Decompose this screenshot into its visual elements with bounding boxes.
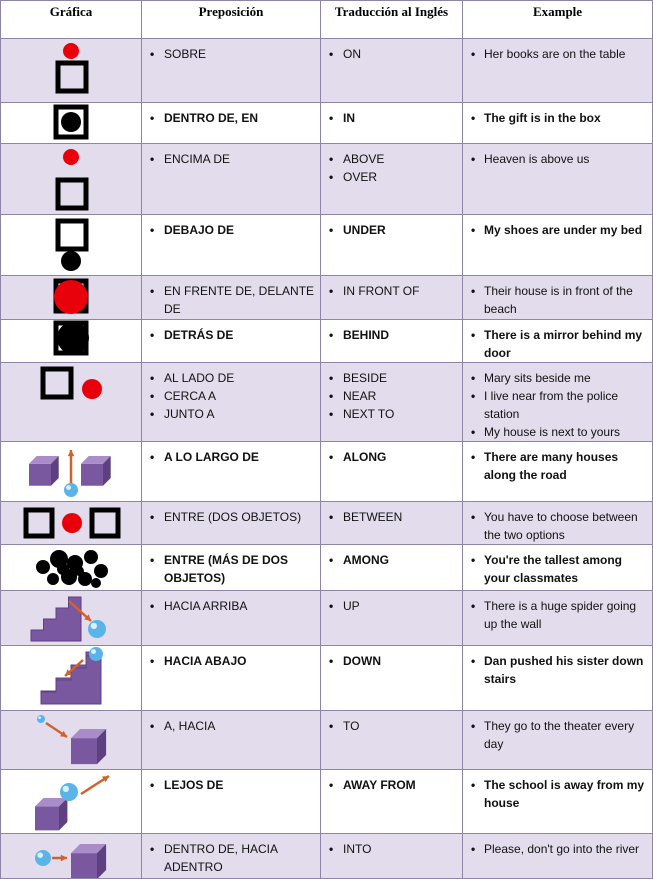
preposition-cell [142,834,321,879]
translation-list [321,770,462,794]
example-list [463,320,652,362]
translation-cell [321,276,463,320]
translation-item: • ON [329,45,458,63]
translation-list [321,442,462,466]
example-list [463,215,652,239]
example-item: • They go to the theater every day [471,717,648,753]
graphic-cell [1,215,142,276]
preposition-cell [142,39,321,103]
table-row [1,834,653,879]
table-row [1,591,653,646]
graphic-cell [1,646,142,711]
example-list [463,144,652,168]
preposition-list [142,103,320,127]
example-list [463,770,652,812]
translation-item: • IN [329,109,458,127]
example-item: • The school is away from my house [471,776,648,812]
example-item: • Mary sits beside me [471,369,648,387]
preposition-cell [142,770,321,834]
preposition-cell [142,320,321,363]
preposition-item: • SOBRE [150,45,316,63]
example-item: • I live near from the police station [471,387,648,423]
example-cell [463,363,653,442]
entre-icon [1,502,142,544]
preposition-cell [142,591,321,646]
preposition-item: • DETRÁS DE [150,326,316,344]
table-row [1,711,653,770]
preposition-item: • ENCIMA DE [150,150,316,168]
translation-item: • BETWEEN [329,508,458,526]
graphic-cell [1,502,142,545]
translation-item: • IN FRONT OF [329,282,458,300]
example-cell [463,215,653,276]
translation-list [321,103,462,127]
translation-list [321,320,462,344]
example-list [463,502,652,544]
enfrente-icon [1,276,142,319]
header-preposicion: Preposición [142,1,321,39]
dentro-icon [1,103,142,143]
preposition-item: • ENTRE (DOS OBJETOS) [150,508,316,526]
graphic-cell [1,591,142,646]
example-cell [463,103,653,144]
detras-icon [1,320,142,360]
translation-list [321,502,462,526]
preposition-cell [142,711,321,770]
table-row [1,442,653,502]
table-row [1,363,653,442]
preposition-list [142,591,320,615]
translation-item: • DOWN [329,652,458,670]
example-list [463,834,652,858]
table-row [1,144,653,215]
translation-item: • NEXT TO [329,405,458,423]
graphic-cell [1,103,142,144]
preposition-item: • A LO LARGO DE [150,448,316,466]
example-item: • There is a mirror behind my door [471,326,648,362]
example-cell [463,770,653,834]
example-cell [463,276,653,320]
preposition-item: • HACIA ARRIBA [150,597,316,615]
preposition-list [142,770,320,794]
example-item: • You have to choose between the two options [471,508,648,544]
example-cell [463,320,653,363]
example-item: • Please, don't go into the river [471,840,648,858]
translation-list [321,39,462,63]
preposition-item: • DENTRO DE, HACIA ADENTRO [150,840,316,876]
translation-cell [321,39,463,103]
preposition-item: • ENTRE (MÁS DE DOS OBJETOS) [150,551,316,587]
header-example: Example [463,1,653,39]
table-row [1,320,653,363]
preposition-cell [142,103,321,144]
translation-cell [321,363,463,442]
translation-item: • ABOVE [329,150,458,168]
translation-item: • ALONG [329,448,458,466]
translation-cell [321,320,463,363]
preposition-cell [142,276,321,320]
along-icon [1,442,142,501]
preposition-cell [142,545,321,591]
table-row [1,502,653,545]
example-list [463,39,652,63]
example-item: • Their house is in front of the beach [471,282,648,318]
translation-list [321,363,462,423]
header-grafica: Gráfica [1,1,142,39]
example-item: • Her books are on the table [471,45,648,63]
table-row [1,545,653,591]
preposition-cell [142,363,321,442]
preposition-list [142,215,320,239]
al-lado-icon [1,363,142,439]
translation-cell [321,545,463,591]
example-list [463,591,652,633]
translation-cell [321,591,463,646]
example-item: • Heaven is above us [471,150,648,168]
preposition-list [142,144,320,168]
example-list [463,276,652,318]
preposition-list [142,711,320,735]
sobre-icon [1,39,142,102]
header-traduccion: Traducción al Inglés [321,1,463,39]
graphic-cell [1,144,142,215]
example-item: • There are many houses along the road [471,448,648,484]
preposition-list [142,363,320,423]
translation-list [321,646,462,670]
preposition-list [142,276,320,318]
translation-list [321,215,462,239]
example-cell [463,834,653,879]
table-row [1,103,653,144]
example-item: • The gift is in the box [471,109,648,127]
example-cell [463,591,653,646]
preposition-list [142,442,320,466]
translation-list [321,276,462,300]
translation-list [321,144,462,186]
preposition-item: • HACIA ABAJO [150,652,316,670]
example-cell [463,711,653,770]
encima-icon [1,144,142,214]
example-item: • My shoes are under my bed [471,221,648,239]
translation-item: • AWAY FROM [329,776,458,794]
example-list [463,103,652,127]
preposition-cell [142,215,321,276]
graphic-cell [1,770,142,834]
preposition-item: • EN FRENTE DE, DELANTE DE [150,282,316,318]
preposition-list [142,39,320,63]
graphic-cell [1,320,142,363]
translation-list [321,711,462,735]
into-icon [1,834,142,878]
translation-cell [321,770,463,834]
preposition-item: • DENTRO DE, EN [150,109,316,127]
table-row [1,770,653,834]
preposition-list [142,834,320,876]
preposition-cell [142,442,321,502]
graphic-cell [1,276,142,320]
away-icon [1,770,142,833]
table-row [1,39,653,103]
graphic-cell [1,363,142,442]
preposition-item: • LEJOS DE [150,776,316,794]
example-cell [463,39,653,103]
preposition-item: • DEBAJO DE [150,221,316,239]
translation-cell [321,502,463,545]
translation-item: • UNDER [329,221,458,239]
example-cell [463,646,653,711]
example-cell [463,442,653,502]
translation-cell [321,103,463,144]
translation-list [321,545,462,569]
preposition-list [142,502,320,526]
translation-item: • OVER [329,168,458,186]
table-row [1,215,653,276]
preposition-item: • AL LADO DE [150,369,316,387]
graphic-cell [1,711,142,770]
example-item: • There is a huge spider going up the wall [471,597,648,633]
translation-list [321,591,462,615]
preposition-list [142,545,320,587]
example-list [463,363,652,441]
preposition-list [142,646,320,670]
example-list [463,711,652,753]
translation-cell [321,834,463,879]
preposition-item: • JUNTO A [150,405,316,423]
translation-list [321,834,462,858]
graphic-cell [1,442,142,502]
debajo-icon [1,215,142,275]
preposition-cell [142,646,321,711]
example-item: • Dan pushed his sister down stairs [471,652,648,688]
table-row [1,646,653,711]
preposition-cell [142,144,321,215]
example-cell [463,144,653,215]
example-list [463,545,652,587]
translation-cell [321,144,463,215]
example-item: • My house is next to yours [471,423,648,441]
translation-item: • BESIDE [329,369,458,387]
among-icon [1,545,142,590]
preposition-list [142,320,320,344]
translation-item: • NEAR [329,387,458,405]
graphic-cell [1,834,142,879]
translation-item: • INTO [329,840,458,858]
preposition-item: • CERCA A [150,387,316,405]
example-list [463,442,652,484]
to-icon [1,711,142,769]
translation-cell [321,711,463,770]
example-item: • You're the tallest among your classmates [471,551,648,587]
translation-item: • BEHIND [329,326,458,344]
translation-item: • AMONG [329,551,458,569]
translation-cell [321,442,463,502]
preposition-cell [142,502,321,545]
translation-cell [321,646,463,711]
translation-item: • UP [329,597,458,615]
table-row [1,276,653,320]
graphic-cell [1,545,142,591]
translation-item: • TO [329,717,458,735]
example-list [463,646,652,688]
preposition-item: • A, HACIA [150,717,316,735]
header-row [1,1,653,39]
translation-cell [321,215,463,276]
graphic-cell [1,39,142,103]
example-cell [463,545,653,591]
up-stairs-icon [1,591,142,645]
example-cell [463,502,653,545]
down-stairs-icon [1,646,142,710]
